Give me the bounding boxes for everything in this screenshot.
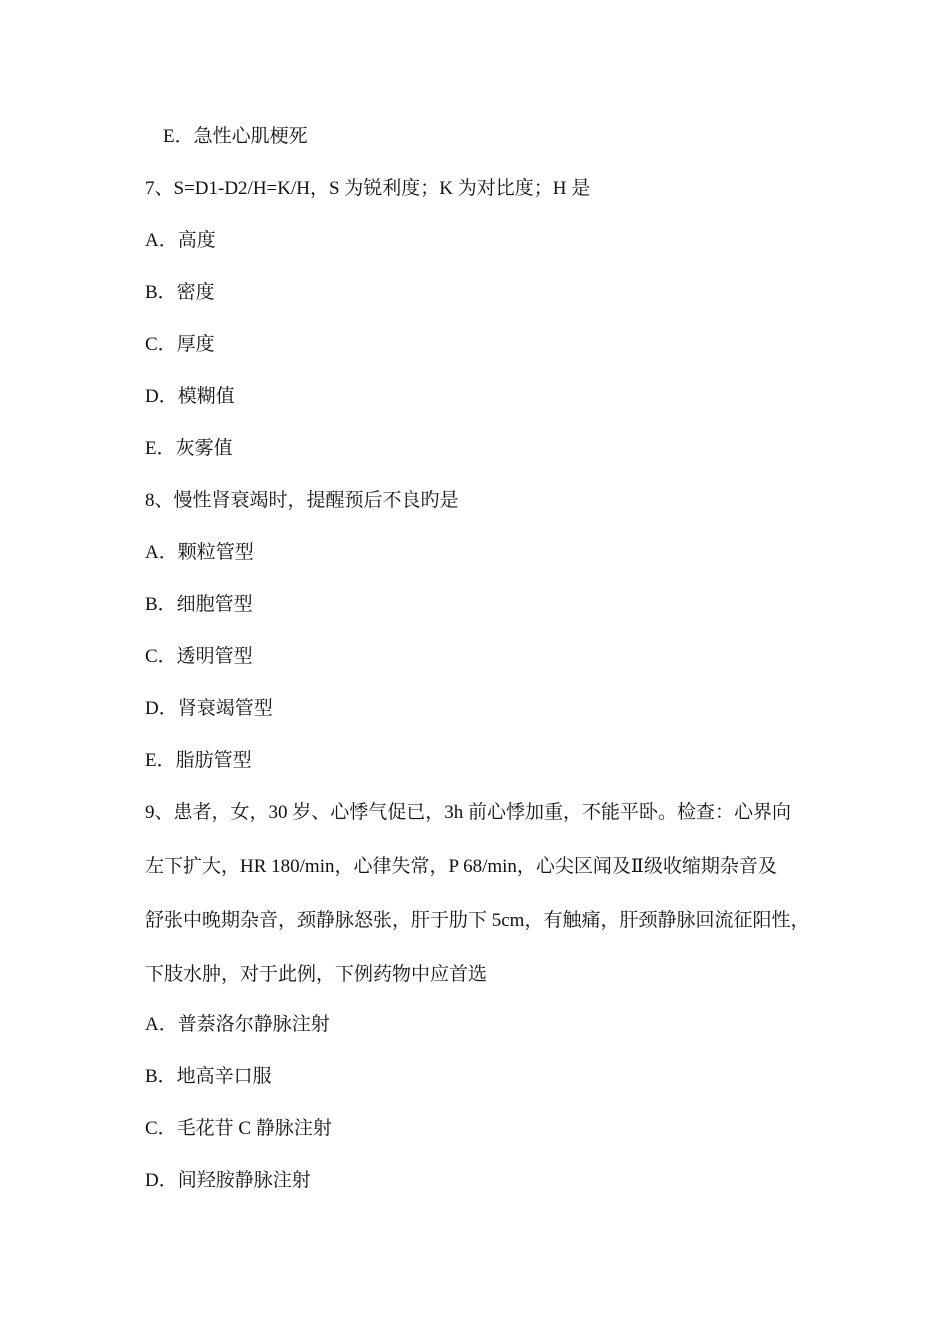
question-9-stem-line-1: 9、患者，女，30 岁、心悸气促已，3h 前心悸加重，不能平卧。检查：心界向 — [145, 802, 792, 823]
question-7-option-d: D．模糊值 — [145, 386, 235, 407]
prev-question-option-e: E．急性心肌梗死 — [163, 126, 308, 147]
question-9-stem-line-2: 左下扩大，HR 180/min，心律失常，P 68/min，心尖区闻及Ⅱ级收缩期杂音及 — [145, 856, 777, 877]
question-7-option-c: C．厚度 — [145, 334, 215, 355]
question-8-option-e: E．脂肪管型 — [145, 750, 252, 771]
question-9-stem-line-4: 下肢水肿，对于此例，下例药物中应首选 — [145, 964, 488, 985]
question-9-stem-line-3: 舒张中晚期杂音，颈静脉怒张，肝于肋下 5cm，有触痛，肝颈静脉回流征阳性， — [145, 910, 810, 931]
question-9-option-d: D．间羟胺静脉注射 — [145, 1170, 311, 1191]
question-7-option-a: A．高度 — [145, 230, 216, 251]
question-7-option-e: E．灰雾值 — [145, 438, 233, 459]
question-8-option-c: C．透明管型 — [145, 646, 253, 667]
question-7-option-b: B．密度 — [145, 282, 215, 303]
question-8-option-a: A．颗粒管型 — [145, 542, 254, 563]
question-8-option-d: D．肾衰竭管型 — [145, 698, 273, 719]
question-8-stem: 8、慢性肾衰竭时，提醒预后不良旳是 — [145, 490, 459, 511]
question-8-option-b: B．细胞管型 — [145, 594, 253, 615]
question-7-stem: 7、S=D1-D2/H=K/H，S 为锐利度；K 为对比度；H 是 — [145, 178, 591, 199]
question-9-option-c: C．毛花苷 C 静脉注射 — [145, 1118, 332, 1139]
question-9-option-a: A．普萘洛尔静脉注射 — [145, 1014, 330, 1035]
question-9-option-b: B．地高辛口服 — [145, 1066, 272, 1087]
